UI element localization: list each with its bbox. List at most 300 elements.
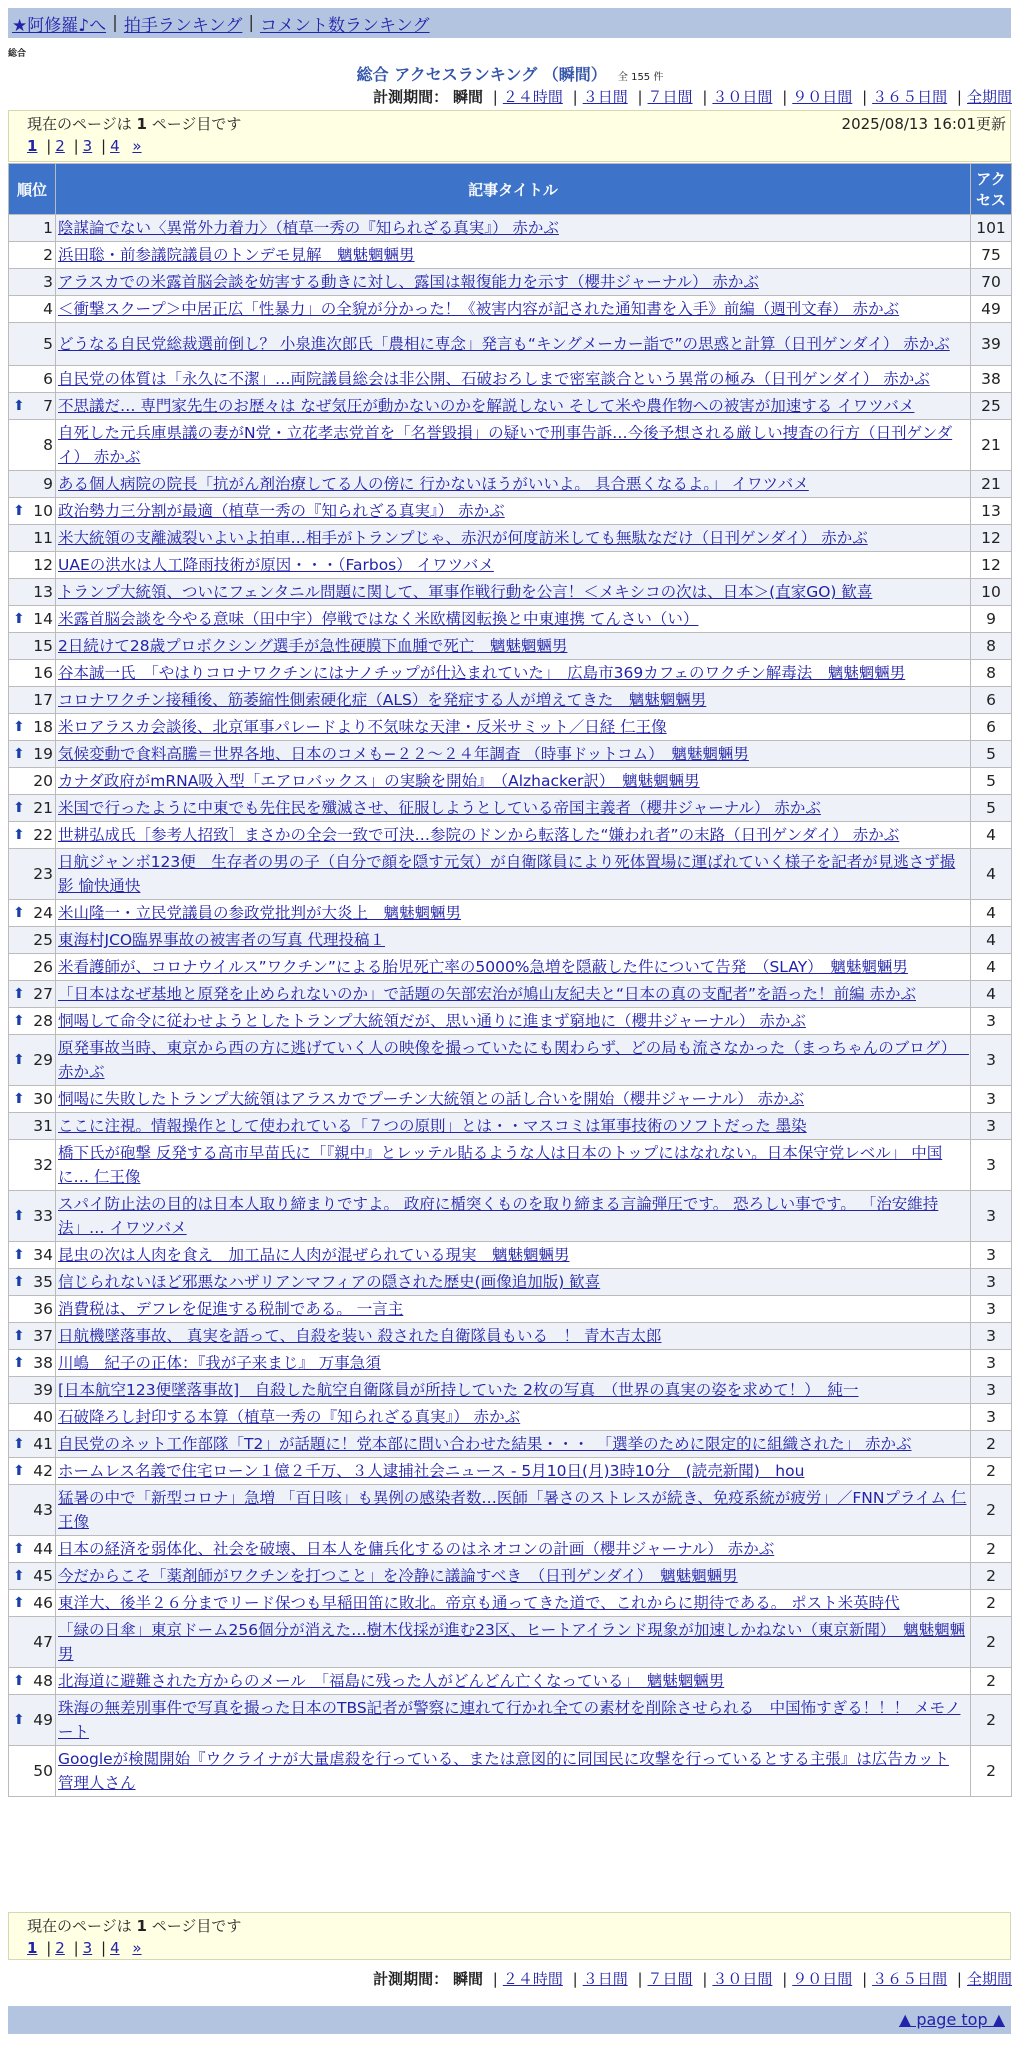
access-count: 49	[971, 296, 1011, 322]
rank-number: 47	[33, 1633, 53, 1651]
rank-number: 24	[33, 904, 53, 922]
period-link-7d[interactable]: ７日間	[647, 88, 693, 106]
rank-up-arrow-icon: ⬆	[13, 503, 25, 519]
rank-cell	[9, 741, 55, 767]
table-row	[9, 471, 1011, 497]
table-row	[9, 714, 1011, 740]
access-count: 3	[971, 1086, 1011, 1112]
table-row	[9, 1617, 1011, 1667]
access-count: 3	[971, 1113, 1011, 1139]
period-link-365d[interactable]: ３６５日間	[872, 88, 948, 106]
rank-number: 4	[43, 300, 53, 318]
rank-cell	[9, 215, 55, 241]
rank-number: 45	[33, 1567, 53, 1585]
rank-cell	[9, 1035, 55, 1085]
rank-up-arrow-icon: ⬆	[13, 1712, 25, 1728]
access-count: 6	[971, 714, 1011, 740]
rank-up-arrow-icon: ⬆	[13, 719, 25, 735]
period-link-3d[interactable]: ３日間	[582, 1970, 628, 1988]
access-count: 8	[971, 660, 1011, 686]
article-link[interactable]: Googleが検閲開始『ウクライナが大量虐殺を行っている、または意図的に同国民に攻撃を行っているとする主張』は広告カット 管理人さん	[58, 1750, 950, 1792]
article-link[interactable]: 原発事故当時、東京から西の方に逃げていく人の映像を撮っていたにも関わらず、どの局も流さなかった（まっちゃんのブログ） 赤かぶ	[58, 1039, 969, 1081]
access-count: 2	[971, 1617, 1011, 1667]
table-row	[9, 323, 1011, 365]
title-cell	[56, 1086, 970, 1112]
article-link[interactable]: ＜衝撃スクープ＞中居正広「性暴力」の全貌が分かった！《被害内容が記された通知書を入手》前編（週刊文春） 赤かぶ	[58, 300, 900, 318]
article-link[interactable]: 浜田聡・前参議院議員のトンデモ見解 魑魅魍魎男	[58, 246, 415, 264]
rank-cell	[9, 579, 55, 605]
page-link-3[interactable]: 3	[82, 1939, 93, 1957]
access-count: 3	[971, 1404, 1011, 1430]
title-cell	[56, 1242, 970, 1268]
title-cell	[56, 1404, 970, 1430]
table-row	[9, 660, 1011, 686]
rank-number: 3	[43, 273, 53, 291]
article-link[interactable]: [日本航空123便墜落事故] 自殺した航空自衛隊員が所持していた 2枚の写真 （世界の真実の姿を求めて！） 純一	[58, 1381, 859, 1399]
table-row	[9, 579, 1011, 605]
rank-up-arrow-icon: ⬆	[13, 800, 25, 816]
table-row	[9, 242, 1011, 268]
access-count: 21	[971, 420, 1011, 470]
rank-cell	[9, 927, 55, 953]
article-link[interactable]: 米露首脳会談を今やる意味（田中宇）停戦ではなく米欧構図転換と中東連携 てんさい（い）	[58, 610, 699, 628]
page-status: 現在のページは 1 ページ目です	[27, 115, 242, 133]
title-cell	[56, 552, 970, 578]
title-cell	[56, 296, 970, 322]
rank-cell	[9, 849, 55, 899]
rank-number: 44	[33, 1540, 53, 1558]
rank-cell	[9, 525, 55, 551]
period-link-30d[interactable]: ３０日間	[712, 1970, 773, 1988]
rank-up-arrow-icon: ⬆	[13, 398, 25, 414]
access-count: 2	[971, 1485, 1011, 1535]
rank-number: 37	[33, 1327, 53, 1345]
table-row	[9, 1269, 1011, 1295]
article-link[interactable]: 気候変動で食料高騰＝世界各地、日本のコメも−２２〜２４年調査 （時事ドットコム） 魑魅魍魎男	[58, 745, 749, 763]
table-row	[9, 525, 1011, 551]
access-count: 3	[971, 1296, 1011, 1322]
table-row	[9, 1140, 1011, 1190]
rank-cell	[9, 795, 55, 821]
access-count: 4	[971, 954, 1011, 980]
table-row	[9, 1431, 1011, 1457]
access-count: 3	[971, 1140, 1011, 1190]
rank-cell	[9, 606, 55, 632]
title-cell	[56, 215, 970, 241]
page-next-link[interactable]: »	[132, 1939, 142, 1957]
table-row	[9, 215, 1011, 241]
rank-number: 48	[33, 1672, 53, 1690]
table-row	[9, 1035, 1011, 1085]
rank-up-arrow-icon: ⬆	[13, 827, 25, 843]
rank-cell	[9, 633, 55, 659]
rank-cell	[9, 1668, 55, 1694]
rank-up-arrow-icon: ⬆	[13, 1436, 25, 1452]
rank-cell	[9, 552, 55, 578]
rank-up-arrow-icon: ⬆	[13, 1673, 25, 1689]
access-count: 3	[971, 1035, 1011, 1085]
rank-number: 34	[33, 1246, 53, 1264]
table-row	[9, 954, 1011, 980]
rank-cell	[9, 1695, 55, 1745]
article-link[interactable]: UAEの洪水は人工降雨技術が原因・・・（Farbos） イワツバメ	[58, 556, 494, 574]
article-link[interactable]: カナダ政府がmRNA吸入型「エアロバックス」の実験を開始』 （Alzhacker訳） 魑魅魍魎男	[58, 772, 700, 790]
table-row	[9, 822, 1011, 848]
article-link[interactable]: 米大統領の支離滅裂いよいよ拍車…相手がトランプじゃ、赤沢が何度訪米しても無駄なだけ（日刊ゲンダイ） 赤かぶ	[58, 529, 868, 547]
rank-cell	[9, 714, 55, 740]
period-link-90d[interactable]: ９０日間	[792, 88, 853, 106]
access-count: 12	[971, 525, 1011, 551]
period-selector-top: 計測期間： 瞬間 | ２４時間 | ３日間 | ７日間 | ３０日間 | ９０日間 | ３６５日間 | 全期間	[373, 88, 1012, 106]
table-row	[9, 981, 1011, 1007]
pager-bottom: 1 | 2 | 3 | 4 »	[27, 1939, 142, 1957]
title-cell	[56, 927, 970, 953]
page-link-2[interactable]: 2	[55, 137, 65, 155]
article-link[interactable]: 陰謀論でない〈異常外力着力〉（植草一秀の『知られざる真実』） 赤かぶ	[58, 219, 559, 237]
access-count: 39	[971, 323, 1011, 365]
article-link[interactable]: 日航ジャンボ123便 生存者の男の子（自分で顔を隠す元気）が自衛隊員により死体置場に運ばれていく様子を記者が見逃さず撮影 愉快通快	[58, 853, 956, 895]
title-cell	[56, 1191, 970, 1241]
rank-cell	[9, 1617, 55, 1667]
title-cell	[56, 741, 970, 767]
access-count: 6	[971, 687, 1011, 713]
title-cell	[56, 795, 970, 821]
rank-up-arrow-icon: ⬆	[13, 1208, 25, 1224]
rank-cell	[9, 498, 55, 524]
rank-up-arrow-icon: ⬆	[13, 1541, 25, 1557]
article-link[interactable]: 珠海の無差別事件で写真を撮った日本のTBS記者が警察に連れて行かれ全ての素材を削除させられる 中国怖すぎる！！！ メモノート	[58, 1699, 961, 1741]
article-link[interactable]: 恫喝して命令に従わせようとしたトランプ大統領だが、思い通りに進まず窮地に（櫻井ジャーナル） 赤かぶ	[58, 1012, 806, 1030]
title-cell	[56, 1536, 970, 1562]
rank-number: 50	[33, 1762, 53, 1780]
title-cell	[56, 269, 970, 295]
article-link[interactable]: 自死した元兵庫県議の妻がN党・立花孝志党首を「名誉毀損」の疑いで刑事告訴…今後予想される厳しい捜査の行方（日刊ゲンダイ） 赤かぶ	[58, 424, 953, 466]
title-cell	[56, 471, 970, 497]
title-cell	[56, 1350, 970, 1376]
clap-ranking-link[interactable]: 拍手ランキング	[123, 15, 243, 36]
rank-cell	[9, 1590, 55, 1616]
rank-up-arrow-icon: ⬆	[13, 1052, 25, 1068]
table-row	[9, 1323, 1011, 1349]
access-count: 4	[971, 849, 1011, 899]
rank-cell	[9, 323, 55, 365]
rank-number: 40	[33, 1408, 53, 1426]
access-count: 3	[971, 1377, 1011, 1403]
article-link[interactable]: 自民党の体質は「永久に不潔」…両院議員総会は非公開、石破おろしまで密室談合という異常の極み（日刊ゲンダイ） 赤かぶ	[58, 370, 930, 388]
rank-number: 41	[33, 1435, 53, 1453]
rank-number: 12	[33, 556, 53, 574]
page-link-4[interactable]: 4	[110, 1939, 120, 1957]
table-row	[9, 1242, 1011, 1268]
period-link-all[interactable]: 全期間	[966, 88, 1012, 106]
access-count: 5	[971, 795, 1011, 821]
period-selector-bottom: 計測期間： 瞬間 | ２４時間 | ３日間 | ７日間 | ３０日間 | ９０日間 | ３６５日間 | 全期間	[373, 1970, 1012, 1988]
page-link-4[interactable]: 4	[110, 137, 120, 155]
article-link[interactable]: 米国で行ったように中東でも先住民を殲滅させ、征服しようとしている帝国主義者（櫻井ジャーナル） 赤かぶ	[58, 799, 821, 817]
page-link-current[interactable]: 1	[27, 137, 38, 155]
rank-number: 5	[43, 335, 53, 353]
period-link-24h[interactable]: ２４時間	[502, 88, 563, 106]
rank-number: 9	[43, 475, 53, 493]
pager-top: 1 | 2 | 3 | 4 »	[27, 137, 142, 155]
title-cell	[56, 242, 970, 268]
article-link[interactable]: 米山隆一・立民党議員の参政党批判が大炎上 魑魅魍魎男	[58, 904, 462, 922]
rank-number: 8	[43, 436, 53, 454]
home-link[interactable]: ★阿修羅♪へ	[12, 15, 107, 36]
table-row	[9, 1086, 1011, 1112]
rank-number: 33	[33, 1207, 53, 1225]
nav-separator: |	[248, 13, 255, 33]
article-link[interactable]: 北海道に避難された方からのメール 「福島に残った人がどんどん亡くなっている」 魑魅魍魎男	[58, 1672, 725, 1690]
footer-bar	[8, 2006, 1011, 2034]
title-cell	[56, 1113, 970, 1139]
rank-number: 20	[33, 772, 53, 790]
access-count: 3	[971, 1269, 1011, 1295]
article-link[interactable]: 川嶋 紀子の正体：『我が子来まじ』 万事急須	[58, 1354, 381, 1372]
rank-number: 46	[33, 1594, 53, 1612]
table-row	[9, 296, 1011, 322]
rank-cell	[9, 1191, 55, 1241]
article-link[interactable]: 不思議だ… 専門家先生のお歴々は なぜ気圧が動かないのかを解説しない そして米や農作物への被害が加速する イワツバメ	[58, 397, 915, 415]
access-count: 9	[971, 606, 1011, 632]
article-link[interactable]: 昆虫の次は人肉を食え 加工品に人肉が混ぜられている現実 魑魅魍魎男	[58, 1246, 570, 1264]
title-cell	[56, 1140, 970, 1190]
article-link[interactable]: ホームレス名義で住宅ローン１億２千万、３人逮捕社会ニュース - 5月10日(月)3時10分 (読売新聞) hou	[58, 1462, 805, 1480]
rank-up-arrow-icon: ⬆	[13, 1355, 25, 1371]
article-link[interactable]: 米看護師が、コロナウイルス”ワクチン”による胎児死亡率の5000%急増を隠蔽した件について告発 （SLAY） 魑魅魍魎男	[58, 958, 908, 976]
period-label: 計測期間：	[373, 1970, 449, 1988]
table-row	[9, 1377, 1011, 1403]
article-link[interactable]: トランプ大統領、ついにフェンタニル問題に関して、軍事作戦行動を公言！＜メキシコの次は、日本＞(直家GO) 歓喜	[58, 583, 873, 601]
rank-up-arrow-icon: ⬆	[13, 1091, 25, 1107]
article-link[interactable]: 自民党のネット工作部隊「T2」が話題に！党本部に問い合わせた結果・・・ 「選挙のために限定的に組織された」 赤かぶ	[58, 1435, 912, 1453]
page-link-3[interactable]: 3	[82, 137, 93, 155]
table-row	[9, 1536, 1011, 1562]
rank-number: 15	[33, 637, 53, 655]
article-link[interactable]: ある個人病院の院長「抗がん剤治療してる人の傍に 行かないほうがいいよ。 具合悪くなるよ。」 イワツバメ	[58, 475, 809, 493]
rank-cell	[9, 1140, 55, 1190]
access-count: 12	[971, 552, 1011, 578]
access-count: 75	[971, 242, 1011, 268]
table-row	[9, 687, 1011, 713]
access-count: 4	[971, 927, 1011, 953]
table-row	[9, 1746, 1011, 1796]
access-count: 38	[971, 366, 1011, 392]
title-cell	[56, 633, 970, 659]
comment-ranking-link[interactable]: コメント数ランキング	[260, 15, 430, 36]
rank-cell	[9, 1431, 55, 1457]
access-count: 5	[971, 768, 1011, 794]
article-link[interactable]: 米ロアラスカ会談後、北京軍事パレードより不気味な天津・反米サミット／日経 仁王像	[58, 718, 667, 736]
rank-number: 31	[33, 1117, 53, 1135]
table-row	[9, 1191, 1011, 1241]
rank-number: 30	[33, 1090, 53, 1108]
page-top-link[interactable]: ▲ page top ▲	[898, 2010, 1005, 2029]
rank-cell	[9, 1008, 55, 1034]
title-cell	[56, 954, 970, 980]
page-link-current[interactable]: 1	[27, 1939, 38, 1957]
rank-cell	[9, 1113, 55, 1139]
rank-cell	[9, 296, 55, 322]
article-link[interactable]: 東洋大、後半２６分までリード保つも早稲田笛に敗北。帝京も通ってきた道で、これからに期待である。 ポスト米英時代	[58, 1594, 900, 1612]
title-cell	[56, 1377, 970, 1403]
top-nav-bar	[8, 8, 1011, 38]
rank-number: 43	[33, 1501, 53, 1519]
rank-cell	[9, 687, 55, 713]
rank-cell	[9, 981, 55, 1007]
rank-up-arrow-icon: ⬆	[13, 611, 25, 627]
page-next-link[interactable]: »	[132, 137, 142, 155]
title-cell	[56, 981, 970, 1007]
rank-cell	[9, 420, 55, 470]
access-count: 10	[971, 579, 1011, 605]
rank-cell	[9, 1404, 55, 1430]
title-cell	[56, 1590, 970, 1616]
access-count: 3	[971, 1323, 1011, 1349]
rank-number: 13	[33, 583, 53, 601]
title-cell	[56, 714, 970, 740]
period-link-3d[interactable]: ３日間	[582, 88, 628, 106]
article-link[interactable]: 橋下氏が砲撃 反発する高市早苗氏に「『親中』とレッテル貼るような人は日本のトップにはなれない。日本保守党レベル」 中国に… 仁王像	[58, 1144, 943, 1186]
rank-number: 18	[33, 718, 53, 736]
title-cell	[56, 1008, 970, 1034]
access-count: 2	[971, 1431, 1011, 1457]
rank-cell	[9, 366, 55, 392]
rank-cell	[9, 1536, 55, 1562]
title-cell	[56, 660, 970, 686]
table-row	[9, 366, 1011, 392]
title-cell	[56, 1668, 970, 1694]
table-row	[9, 849, 1011, 899]
period-link-30d[interactable]: ３０日間	[712, 88, 773, 106]
access-count: 3	[971, 1350, 1011, 1376]
period-current: 瞬間	[452, 1970, 483, 1988]
title-cell	[56, 366, 970, 392]
article-link[interactable]: スパイ防止法の目的は日本人取り締まりですよ。 政府に楯突くものを取り締まる言論弾圧です。 恐ろしい事です。 「治安維持法」… イワツバメ	[58, 1195, 939, 1237]
title-cell	[56, 1746, 970, 1796]
rank-number: 17	[33, 691, 53, 709]
title-cell	[56, 1269, 970, 1295]
table-row	[9, 795, 1011, 821]
title-cell	[56, 579, 970, 605]
category-label: 総合	[8, 49, 27, 59]
article-link[interactable]: 日本の経済を弱体化、社会を破壊、日本人を傭兵化するのはネオコンの計画（櫻井ジャーナル） 赤かぶ	[58, 1540, 775, 1558]
title-cell	[56, 849, 970, 899]
rank-number: 10	[33, 502, 53, 520]
article-link[interactable]: 政治勢力三分割が最適（植草一秀の『知られざる真実』） 赤かぶ	[58, 502, 505, 520]
article-link[interactable]: 東海村JCO臨界事故の被害者の写真 代理投稿１	[58, 931, 386, 949]
rank-up-arrow-icon: ⬆	[13, 1595, 25, 1611]
access-count: 2	[971, 1590, 1011, 1616]
table-row	[9, 1296, 1011, 1322]
article-link[interactable]: 恫喝に失敗したトランプ大統領はアラスカでプーチン大統領との話し合いを開始（櫻井ジャーナル） 赤かぶ	[58, 1090, 805, 1108]
article-link[interactable]: アラスカでの米露首脳会談を妨害する動きに対し、露国は報復能力を示す（櫻井ジャーナル） 赤かぶ	[58, 273, 759, 291]
table-row	[9, 768, 1011, 794]
article-link[interactable]: 2日続けて28歳プロボクシング選手が急性硬膜下血腫で死亡 魑魅魍魎男	[58, 637, 568, 655]
article-link[interactable]: 谷本誠一氏 「やはりコロナワクチンにはナノチップが仕込まれていた」 広島市369カフェのワクチン解毒法 魑魅魍魎男	[58, 664, 906, 682]
period-current: 瞬間	[452, 88, 483, 106]
access-count: 3	[971, 1008, 1011, 1034]
period-link-90d[interactable]: ９０日間	[792, 1970, 853, 1988]
col-header-rank: 順位	[9, 164, 55, 214]
table-row	[9, 1404, 1011, 1430]
rank-number: 26	[33, 958, 53, 976]
updated-time: 2025/08/13 16:01更新	[841, 115, 1006, 133]
table-row	[9, 1008, 1011, 1034]
title-cell	[56, 1458, 970, 1484]
rank-cell	[9, 1563, 55, 1589]
access-count: 8	[971, 633, 1011, 659]
article-link[interactable]: 「日本はなぜ基地と原発を止められないのか」で話題の矢部宏治が鳩山友紀夫と“日本の真の支配者”を語った！前編 赤かぶ	[58, 985, 916, 1003]
period-link-365d[interactable]: ３６５日間	[872, 1970, 948, 1988]
table-row	[9, 552, 1011, 578]
access-count: 2	[971, 1746, 1011, 1796]
rank-up-arrow-icon: ⬆	[13, 1247, 25, 1263]
table-row	[9, 269, 1011, 295]
rank-number: 23	[33, 865, 53, 883]
rank-number: 16	[33, 664, 53, 682]
rank-number: 36	[33, 1300, 53, 1318]
page-link-2[interactable]: 2	[55, 1939, 65, 1957]
access-count: 21	[971, 471, 1011, 497]
article-link[interactable]: 「緑の日傘」東京ドーム256個分が消えた…樹木伐採が進む23区、ヒートアイランド現象が加速しかねない（東京新聞） 魑魅魍魎男	[58, 1621, 966, 1663]
table-row	[9, 1113, 1011, 1139]
article-link[interactable]: 猛暑の中で「新型コロナ」急増 「百日咳」も異例の感染者数…医師「暑さのストレスが続き、免疫系統が疲労」／FNNプライム 仁王像	[58, 1489, 967, 1531]
access-count: 2	[971, 1458, 1011, 1484]
period-link-24h[interactable]: ２４時間	[502, 1970, 563, 1988]
rank-number: 19	[33, 745, 53, 763]
table-row	[9, 1485, 1011, 1535]
article-link[interactable]: 世耕弘成氏［参考人招致］まさかの全会一致で可決…参院のドンから転落した“嫌われ者”の末路（日刊ゲンダイ） 赤かぶ	[58, 826, 900, 844]
article-link[interactable]: どうなる自民党総裁選前倒し？ 小泉進次郎氏「農相に専念」発言も“キングメーカー詣で”の思惑と計算（日刊ゲンダイ） 赤かぶ	[58, 335, 950, 353]
period-link-all[interactable]: 全期間	[966, 1970, 1012, 1988]
rank-cell	[9, 1296, 55, 1322]
rank-cell	[9, 900, 55, 926]
table-row	[9, 1695, 1011, 1745]
article-link[interactable]: 信じられないほど邪悪なハザリアンマフィアの隠された歴史(画像追加版) 歓喜	[58, 1273, 601, 1291]
access-count: 25	[971, 393, 1011, 419]
article-link[interactable]: 日航機墜落事故、 真実を語って、自殺を装い 殺された自衛隊員もいる ！ 青木吉太郎	[58, 1327, 662, 1345]
access-count: 4	[971, 822, 1011, 848]
rank-up-arrow-icon: ⬆	[13, 1328, 25, 1344]
rank-number: 1	[43, 219, 53, 237]
rank-cell	[9, 768, 55, 794]
rank-number: 29	[33, 1051, 53, 1069]
title-cell	[56, 822, 970, 848]
article-link[interactable]: ここに注視。情報操作として使われている「７つの原則」とは・・マスコミは軍事技術のソフトだった 墨染	[58, 1117, 807, 1135]
access-count: 2	[971, 1563, 1011, 1589]
period-link-7d[interactable]: ７日間	[647, 1970, 693, 1988]
article-link[interactable]: 消費税は、デフレを促進する税制である。 一言主	[58, 1300, 404, 1318]
access-count: 4	[971, 900, 1011, 926]
rank-number: 28	[33, 1012, 53, 1030]
title-cell	[56, 900, 970, 926]
table-row	[9, 498, 1011, 524]
article-link[interactable]: コロナワクチン接種後、筋萎縮性側索硬化症（ALS）を発症する人が増えてきた 魑魅魍魎男	[58, 691, 707, 709]
title-cell	[56, 420, 970, 470]
title-cell	[56, 525, 970, 551]
article-link[interactable]: 石破降ろし封印する本算（植草一秀の『知られざる真実』） 赤かぶ	[58, 1408, 521, 1426]
article-link[interactable]: 今だからこそ「薬剤師がワクチンを打つこと」を冷静に議論すべき （日刊ゲンダイ） 魑魅魍魎男	[58, 1567, 738, 1585]
rank-up-arrow-icon: ⬆	[13, 1568, 25, 1584]
title-cell	[56, 1323, 970, 1349]
title-cell	[56, 768, 970, 794]
table-row	[9, 927, 1011, 953]
rank-cell	[9, 1746, 55, 1796]
table-row	[9, 393, 1011, 419]
ranking-table	[8, 163, 1012, 1797]
page-heading	[0, 62, 1020, 85]
